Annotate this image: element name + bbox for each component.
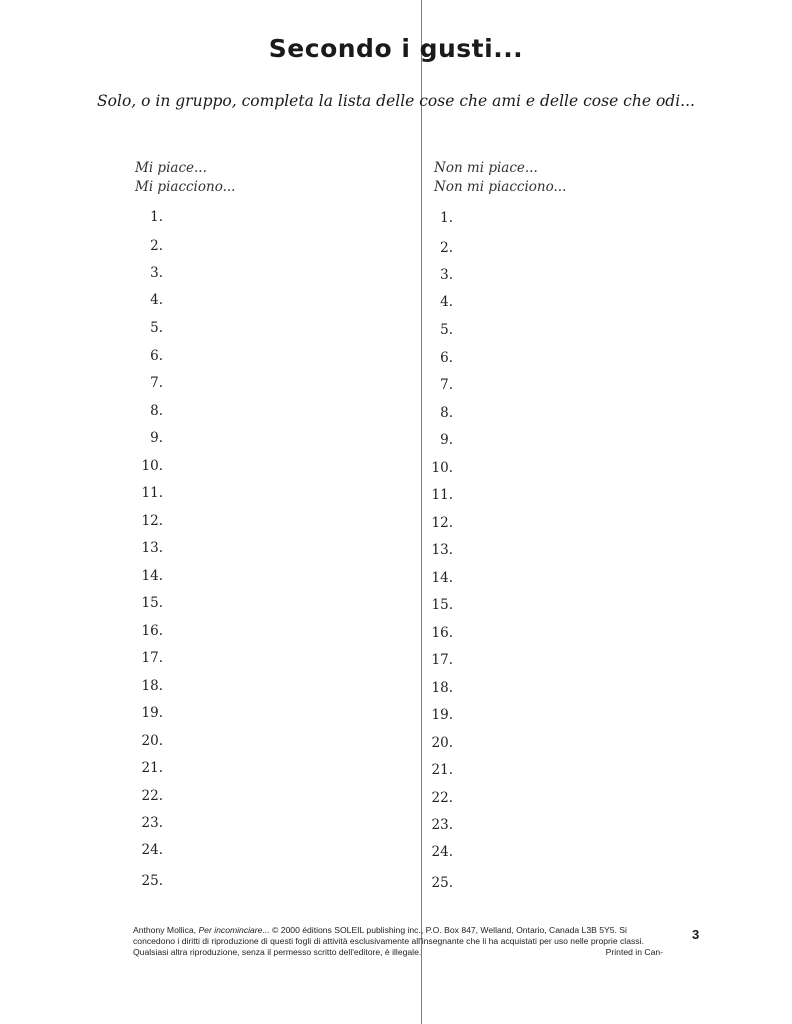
likes-item-25: 25. xyxy=(141,873,163,889)
dislikes-heading xyxy=(434,159,566,197)
dislikes-item-3: 3. xyxy=(440,267,453,283)
likes-item-23: 23. xyxy=(141,815,163,831)
likes-item-15: 15. xyxy=(141,595,163,611)
dislikes-item-7: 7. xyxy=(440,377,453,393)
dislikes-item-4: 4. xyxy=(440,294,453,310)
likes-item-12: 12. xyxy=(141,513,163,529)
page-title: Secondo i gusti... xyxy=(268,34,524,63)
footer-line1: © 2000 éditions SOLEIL publishing inc., P.O. Box 847, Welland, Ontario, Canada L3B 5Y5. Si xyxy=(269,925,627,935)
likes-heading-line1: Mi piace... xyxy=(135,160,207,176)
dislikes-item-2: 2. xyxy=(440,240,453,256)
likes-item-13: 13. xyxy=(141,540,163,556)
dislikes-item-24: 24. xyxy=(431,844,453,860)
likes-item-10: 10. xyxy=(141,458,163,474)
dislikes-item-16: 16. xyxy=(431,625,453,641)
dislikes-item-18: 18. xyxy=(431,680,453,696)
likes-item-16: 16. xyxy=(141,623,163,639)
likes-item-3: 3. xyxy=(150,265,163,281)
dislikes-item-1: 1. xyxy=(440,210,453,226)
dislikes-item-5: 5. xyxy=(440,322,453,338)
instructions: Solo, o in gruppo, completa la lista delle cose che ami e delle cose che odi... xyxy=(97,92,695,110)
dislikes-item-8: 8. xyxy=(440,405,453,421)
dislikes-item-6: 6. xyxy=(440,350,453,366)
likes-item-19: 19. xyxy=(141,705,163,721)
dislikes-item-10: 10. xyxy=(431,460,453,476)
likes-item-7: 7. xyxy=(150,375,163,391)
likes-heading xyxy=(135,159,235,197)
likes-heading-line2: Mi piacciono... xyxy=(135,179,236,195)
likes-item-6: 6. xyxy=(150,348,163,364)
likes-item-8: 8. xyxy=(150,403,163,419)
dislikes-heading-line2: Non mi piacciono... xyxy=(434,179,567,195)
dislikes-item-22: 22. xyxy=(431,790,453,806)
likes-item-4: 4. xyxy=(150,292,163,308)
footer-author: Anthony Mollica, xyxy=(133,925,199,935)
likes-item-24: 24. xyxy=(141,842,163,858)
fold-line xyxy=(421,0,422,1024)
likes-item-2: 2. xyxy=(150,238,163,254)
dislikes-item-13: 13. xyxy=(431,542,453,558)
likes-item-14: 14. xyxy=(141,568,163,584)
dislikes-heading-line1: Non mi piace... xyxy=(434,160,538,176)
dislikes-item-25: 25. xyxy=(431,875,453,891)
likes-item-21: 21. xyxy=(141,760,163,776)
copyright-footer xyxy=(133,925,663,958)
dislikes-item-17: 17. xyxy=(431,652,453,668)
likes-item-22: 22. xyxy=(141,788,163,804)
dislikes-item-15: 15. xyxy=(431,597,453,613)
likes-item-9: 9. xyxy=(150,430,163,446)
dislikes-item-20: 20. xyxy=(431,735,453,751)
likes-item-18: 18. xyxy=(141,678,163,694)
dislikes-item-11: 11. xyxy=(431,487,453,503)
footer-printed: Printed in Can- xyxy=(605,947,663,957)
dislikes-item-21: 21. xyxy=(431,762,453,778)
likes-item-1: 1. xyxy=(150,209,163,225)
likes-item-20: 20. xyxy=(141,733,163,749)
footer-book-title: Per incominciare... xyxy=(198,925,270,935)
page-number: 3 xyxy=(692,927,700,942)
dislikes-item-23: 23. xyxy=(431,817,453,833)
dislikes-item-9: 9. xyxy=(440,432,453,448)
likes-item-17: 17. xyxy=(141,650,163,666)
dislikes-item-14: 14. xyxy=(431,570,453,586)
dislikes-item-19: 19. xyxy=(431,707,453,723)
footer-line2: concedono i diritti di riproduzione di questi fogli di attività esclusivamente all'insegnante che li ha acquistati per uso nelle proprie classi. xyxy=(133,936,644,946)
likes-item-5: 5. xyxy=(150,320,163,336)
likes-item-11: 11. xyxy=(141,485,163,501)
footer-line3: Qualsiasi altra riproduzione, senza il permesso scritto dell'editore, è illegale. xyxy=(133,947,422,957)
dislikes-item-12: 12. xyxy=(431,515,453,531)
